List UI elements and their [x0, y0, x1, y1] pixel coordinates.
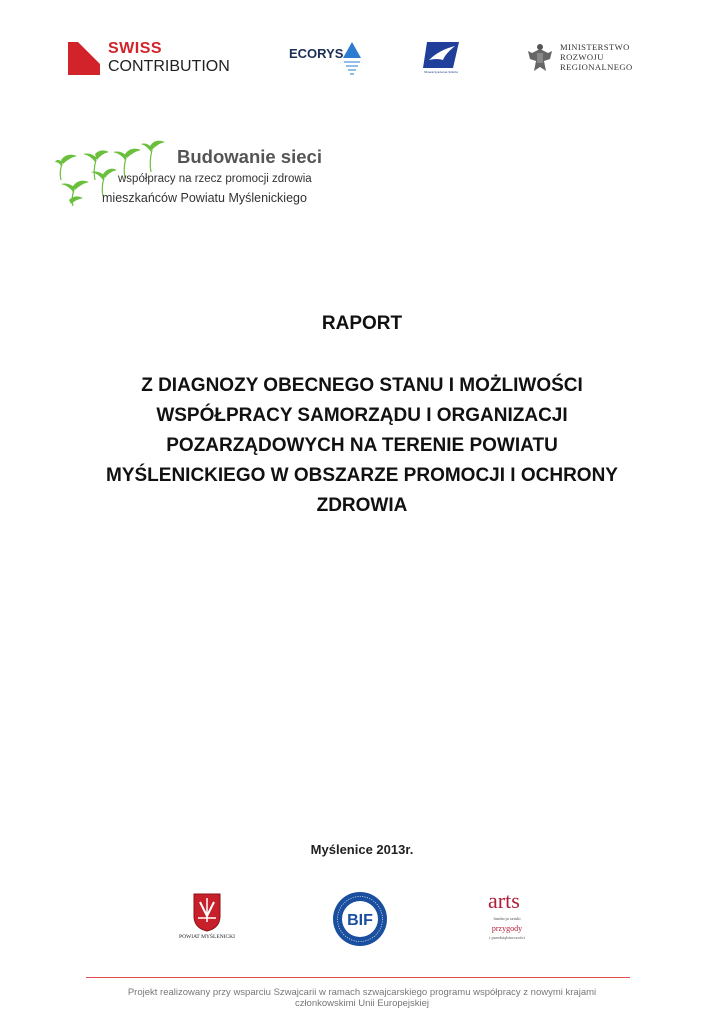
arts-sub-line3: i przedsiębiorczości — [489, 935, 525, 940]
bif-badge-icon — [331, 890, 389, 948]
bif-logo — [331, 890, 389, 948]
ecorys-wordmark: ECORYS — [289, 46, 344, 61]
swiss-flag-icon — [68, 42, 100, 75]
subtitle-line: POZARZĄDOWYCH NA TERENIE POWIATU — [166, 435, 558, 456]
swiss-logo-line1: SWISS — [108, 40, 163, 57]
project-subtitle-line1: współpracy na rzecz promocji zdrowia — [118, 173, 312, 185]
powiat-caption: POWIAT MYŚLENICKI — [179, 934, 235, 940]
project-logo — [55, 138, 335, 213]
footer-note — [60, 987, 664, 1009]
bird-organization-logo — [421, 40, 461, 76]
project-subtitle-line2: mieszkańców Powiatu Myślenickiego — [102, 191, 307, 205]
swiss-contribution-logo — [68, 42, 233, 78]
arts-sub-line2: przygody — [491, 924, 523, 933]
subtitle-line: Z DIAGNOZY OBECNEGO STANU I MOŻLIWOŚCI — [141, 375, 583, 396]
coat-of-arms-icon — [192, 892, 222, 932]
footer-line: Projekt realizowany przy wsparciu Szwajcarii w ramach szwajcarskiego programu współpracy z nowymi krajami — [127, 987, 597, 998]
report-heading: RAPORT — [321, 313, 403, 334]
subtitle-line: WSPÓŁPRACY SAMORZĄDU I ORGANIZACJI — [156, 405, 568, 426]
ecorys-logo — [289, 40, 364, 80]
ecorys-triangle-icon — [341, 40, 363, 78]
eagle-emblem-icon — [526, 41, 554, 75]
ministry-logo — [526, 41, 636, 77]
ministry-name: MINISTERSTWO ROZWOJU REGIONALNEGO — [560, 42, 633, 72]
bif-text: BIF — [347, 912, 373, 929]
place-date: Myślenice 2013r. — [310, 842, 414, 857]
bird-icon — [421, 40, 461, 70]
project-title: Budowanie sieci — [177, 146, 322, 167]
footer-divider — [86, 977, 630, 978]
powiat-myslenicki-logo — [178, 892, 236, 944]
arts-wordmark: arts — [488, 888, 520, 913]
arts-foundation-logo — [486, 888, 528, 944]
report-subtitle — [60, 371, 664, 521]
subtitle-line: ZDROWIA — [316, 495, 408, 516]
arts-sub-line1: fundacja sztuki — [493, 916, 521, 921]
footer-line: członkowskimi Unii Europejskiej — [294, 998, 430, 1009]
swiss-logo-line2: CONTRIBUTION — [108, 58, 230, 75]
bird-logo-caption: Stowarzyszenie Szkoła — [424, 70, 458, 74]
subtitle-line: MYŚLENICKIEGO W OBSZARZE PROMOCJI I OCHRONY — [106, 465, 618, 486]
